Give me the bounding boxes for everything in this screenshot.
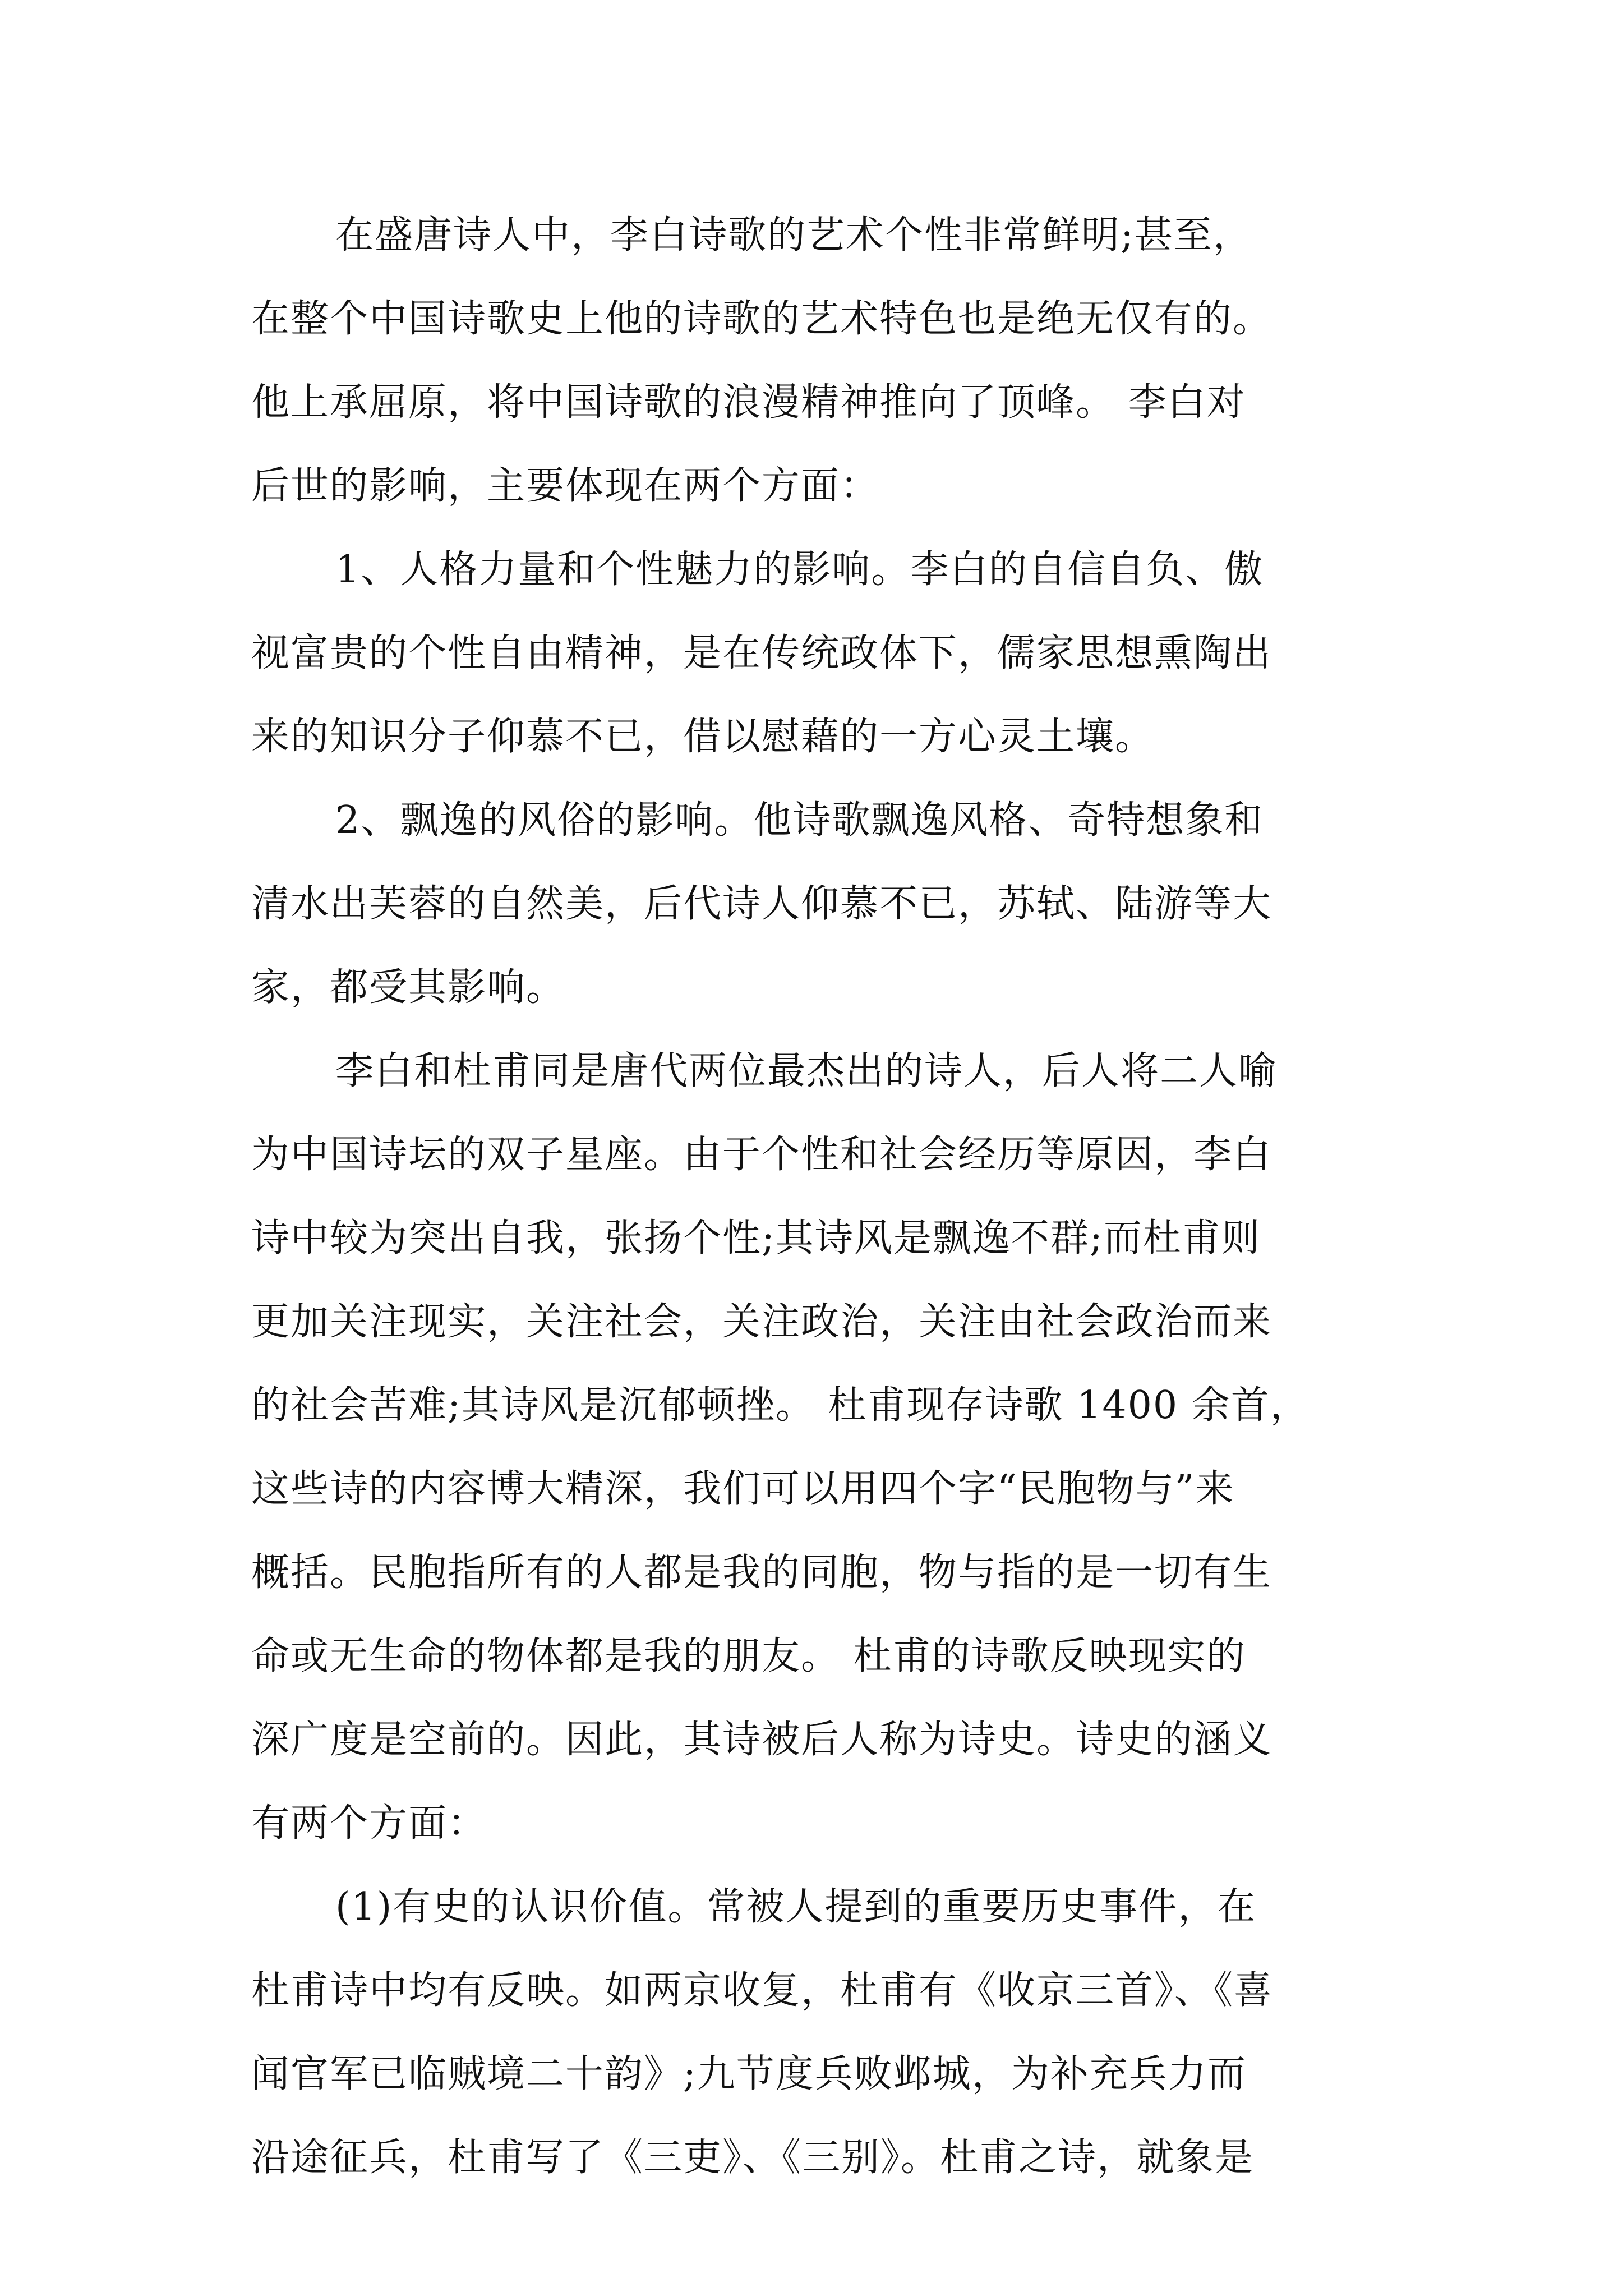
text-line: 深广度是空前的。因此，其诗被后人称为诗史。诗史的涵义 bbox=[251, 1718, 1272, 1762]
text-line: 后世的影响，主要体现在两个方面： bbox=[251, 464, 880, 508]
text-line: 来的知识分子仰慕不已，借以慰藉的一方心灵土壤。 bbox=[251, 715, 1155, 759]
text-line: 杜甫诗中均有反映。如两京收复，杜甫有《收京三首》、《喜 bbox=[251, 1968, 1274, 2013]
text-line: 诗中较为突出自我，张扬个性;其诗风是飘逸不群;而杜甫则 bbox=[251, 1216, 1261, 1260]
text-line: (1)有史的认识价值。常被人提到的重要历史事件，在 bbox=[335, 1885, 1257, 1929]
paragraph bbox=[251, 1029, 1384, 1865]
text-line: 清水出芙蓉的自然美，后代诗人仰慕不已，苏轼、陆游等大 bbox=[251, 882, 1272, 926]
text-line: 为中国诗坛的双子星座。由于个性和社会经历等原因，李白 bbox=[251, 1133, 1272, 1177]
text-line: 这些诗的内容博大精深，我们可以用四个字“民胞物与”来 bbox=[251, 1467, 1235, 1511]
text-line: 的社会苦难;其诗风是沉郁顿挫。 杜甫现存诗歌 1400 余首， bbox=[251, 1383, 1310, 1428]
text-line: 在整个中国诗歌史上他的诗歌的艺术特色也是绝无仅有的。 bbox=[251, 297, 1272, 341]
text-line: 他上承屈原，将中国诗歌的浪漫精神推向了顶峰。 李白对 bbox=[251, 380, 1246, 425]
text-line: 在盛唐诗人中，李白诗歌的艺术个性非常鲜明;甚至， bbox=[335, 213, 1252, 257]
text-line: 有两个方面： bbox=[251, 1801, 487, 1846]
paragraph bbox=[251, 528, 1384, 779]
text-line: 概括。民胞指所有的人都是我的同胞，物与指的是一切有生 bbox=[251, 1550, 1272, 1595]
text-line: 家，都受其影响。 bbox=[251, 965, 566, 1010]
paragraph bbox=[251, 779, 1384, 1029]
paragraph bbox=[251, 1865, 1384, 2200]
text-line: 视富贵的个性自由精神，是在传统政体下，儒家思想熏陶出 bbox=[251, 631, 1272, 675]
text-line: 1、人格力量和个性魅力的影响。李白的自信自负、傲 bbox=[335, 547, 1264, 592]
text-line: 李白和杜甫同是唐代两位最杰出的诗人，后人将二人喻 bbox=[335, 1049, 1278, 1093]
text-line: 命或无生命的物体都是我的朋友。 杜甫的诗歌反映现实的 bbox=[251, 1634, 1246, 1678]
paragraph bbox=[251, 194, 1384, 528]
document-body bbox=[251, 194, 1384, 2200]
text-line: 2、飘逸的风俗的影响。他诗歌飘逸风格、奇特想象和 bbox=[335, 798, 1264, 843]
text-line: 沿途征兵，杜甫写了《三吏》、《三别》。杜甫之诗，就象是 bbox=[251, 2136, 1255, 2180]
text-line: 闻官军已临贼境二十韵》;九节度兵败邺城，为补充兵力而 bbox=[251, 2052, 1247, 2096]
text-line: 更加关注现实，关注社会，关注政治，关注由社会政治而来 bbox=[251, 1300, 1272, 1344]
